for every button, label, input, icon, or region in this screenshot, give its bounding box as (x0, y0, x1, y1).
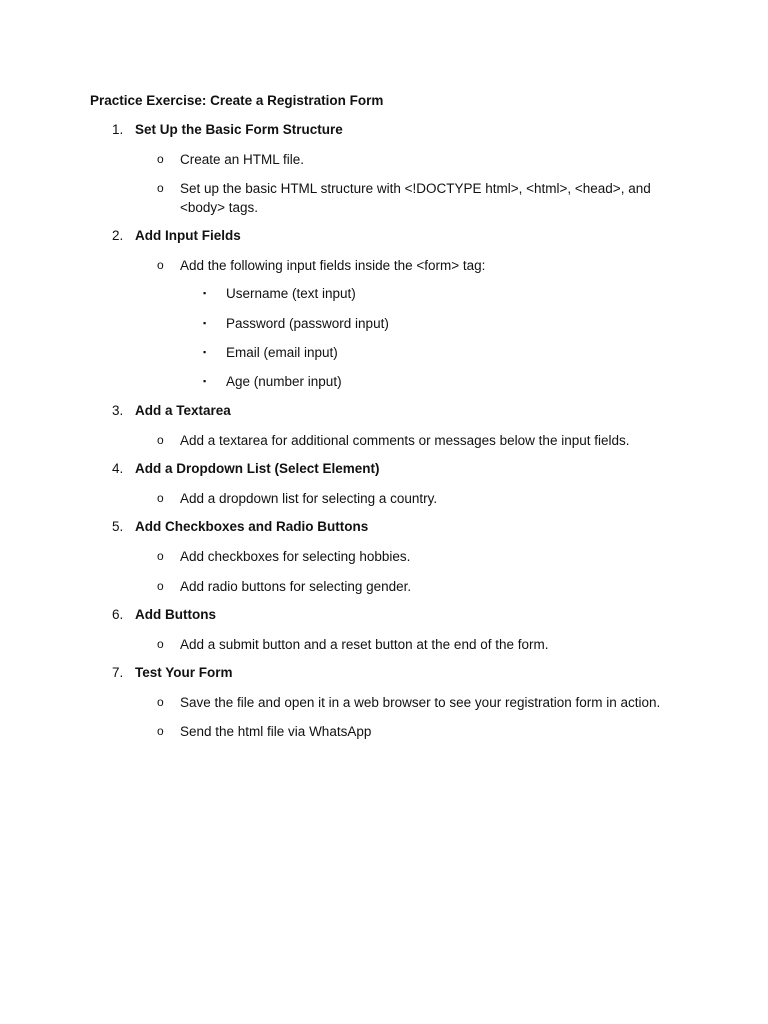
step-title: Test Your Form (135, 665, 233, 680)
hollow-bullet-icon: o (157, 491, 164, 505)
hollow-bullet-icon: o (157, 152, 164, 166)
document-title: Practice Exercise: Create a Registration Form (90, 93, 384, 108)
list-item: Add the following input fields inside the <form> tag: (180, 258, 486, 273)
list-item: Save the file and open it in a web browser to see your registration form in action. (180, 695, 661, 710)
list-subitem: Age (number input) (226, 374, 342, 389)
list-item: Add radio buttons for selecting gender. (180, 579, 412, 594)
list-item: Add a dropdown list for selecting a country. (180, 491, 438, 506)
step-title: Add Input Fields (135, 228, 241, 243)
step-title: Add a Textarea (135, 403, 231, 418)
hollow-bullet-icon: o (157, 181, 164, 195)
step-number: 7. (112, 665, 124, 680)
square-bullet-icon: ▪ (203, 288, 207, 298)
step-number: 4. (112, 461, 124, 476)
list-item: Add a submit button and a reset button at the end of the form. (180, 637, 549, 652)
list-subitem: Email (email input) (226, 345, 338, 360)
list-item: Add a textarea for additional comments or messages below the input fields. (180, 433, 630, 448)
list-item: Create an HTML file. (180, 152, 305, 167)
hollow-bullet-icon: o (157, 637, 164, 651)
hollow-bullet-icon: o (157, 724, 164, 738)
step-number: 5. (112, 519, 124, 534)
step-number: 6. (112, 607, 124, 622)
step-title: Add Buttons (135, 607, 216, 622)
square-bullet-icon: ▪ (203, 318, 207, 328)
hollow-bullet-icon: o (157, 433, 164, 447)
list-item: Set up the basic HTML structure with <!DOCTYPE html>, <html>, <head>, and <body> tags. (180, 181, 651, 215)
list-subitem: Username (text input) (226, 286, 356, 301)
step-number: 1. (112, 122, 124, 137)
step-number: 3. (112, 403, 124, 418)
step-title: Add a Dropdown List (Select Element) (135, 461, 380, 476)
step-number: 2. (112, 228, 124, 243)
list-subitem: Password (password input) (226, 316, 389, 331)
hollow-bullet-icon: o (157, 695, 164, 709)
square-bullet-icon: ▪ (203, 347, 207, 357)
step-title: Add Checkboxes and Radio Buttons (135, 519, 369, 534)
list-item: Send the html file via WhatsApp (180, 724, 372, 739)
hollow-bullet-icon: o (157, 549, 164, 563)
square-bullet-icon: ▪ (203, 376, 207, 386)
hollow-bullet-icon: o (157, 579, 164, 593)
list-item: Add checkboxes for selecting hobbies. (180, 549, 411, 564)
step-title: Set Up the Basic Form Structure (135, 122, 343, 137)
hollow-bullet-icon: o (157, 258, 164, 272)
